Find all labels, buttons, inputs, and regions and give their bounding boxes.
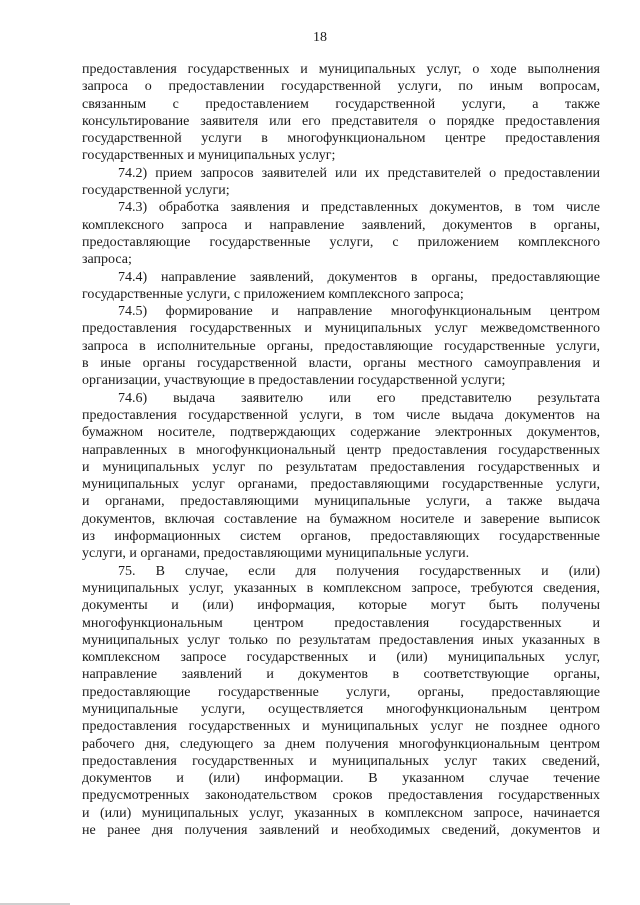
text-line: предоставляющие государственные услуги, органы, предоставляющие	[82, 684, 600, 700]
text-line: 75. В случае, если для получения государственных и (или)	[118, 563, 600, 579]
text-line: услуги, и органами, предоставляющими муниципальные услуги.	[82, 546, 470, 562]
text-line: комплексном запросе государственных и (или) муниципальных услуг,	[82, 650, 600, 666]
text-line: 74.2) прием запросов заявителей или их представителей о предоставлении	[118, 165, 600, 181]
text-line: организации, участвующие в предоставлении государственной услуги;	[82, 373, 506, 389]
text-line: из информационных систем органов, предоставляющих государственные	[82, 529, 600, 545]
text-line: запроса о предоставлении государственной услуги, по иным вопросам,	[82, 79, 600, 95]
text-line: 74.6) выдача заявителю или его представителю результата	[118, 390, 600, 406]
text-line: и (или) муниципальных услуг, указанных в комплексном запросе, начинается	[82, 805, 600, 821]
text-line: и муниципальных услуг по результатам предоставления государственных и	[82, 459, 600, 475]
text-line: документы и (или) информация, которые могут быть получены	[82, 598, 600, 614]
text-line: в иные органы государственной власти, органы местного самоуправления и	[82, 356, 600, 372]
text-line: предоставления государственных и муниципальных услуг межведомственного	[82, 321, 600, 337]
text-line: муниципальных услуг только по результатам предоставления иных указанных в	[82, 632, 600, 648]
text-line: 74.5) формирование и направление многофункциональным центром	[118, 304, 600, 320]
text-line: связанным с предоставлением государственной услуги, а также	[82, 96, 600, 112]
text-line: запроса в исполнительные органы, предоставляющие государственные услуги,	[82, 338, 600, 354]
text-line: 74.3) обработка заявления и представленных документов, в том числе	[118, 200, 600, 216]
text-line: предоставления государственной услуги, в том числе выдача документов на	[82, 407, 600, 423]
text-line: комплексного запроса и направление заявлений, документов в органы,	[82, 217, 600, 233]
text-line: муниципальных услуг органами, предоставляющими государственные услуги,	[82, 477, 600, 493]
text-line: рабочего дня, следующего за днем получения многофункциональным центром	[82, 736, 600, 752]
text-line: бумажном носителе, подтверждающих содержание электронных документов,	[82, 425, 600, 441]
text-line: направление заявлений и документов в соответствующие органы,	[82, 667, 600, 683]
text-line: государственной услуги;	[82, 183, 230, 199]
document-body	[82, 61, 600, 839]
text-line: документов и (или) информации. В указанном случае течение	[82, 771, 600, 787]
text-line: муниципальные услуги, осуществляется многофункциональным центром	[82, 701, 600, 717]
text-line: многофункциональным центром предоставления государственных и	[82, 615, 600, 631]
text-line: государственной услуги в многофункциональном центре предоставления	[82, 131, 600, 147]
text-line: предоставляющие государственные услуги, с приложением комплексного	[82, 234, 600, 250]
page-number: 18	[313, 30, 327, 45]
text-line: консультирование заявителя или его представителя о порядке предоставления	[82, 113, 600, 129]
text-line: предоставления государственных и муниципальных услуг не позднее одного	[82, 719, 600, 735]
text-line: государственных и муниципальных услуг;	[82, 148, 336, 164]
text-line: 74.4) направление заявлений, документов в органы, предоставляющие	[118, 269, 600, 285]
text-line: не ранее дня получения заявлений и необходимых сведений, документов и	[82, 823, 600, 839]
text-line: муниципальных услуг, указанных в комплексном запросе, требуются сведения,	[82, 580, 600, 596]
text-line: направленных в многофункциональный центр предоставления государственных	[82, 442, 600, 458]
text-line: документов, включая составление на бумажном носителе и заверение выписок	[82, 511, 600, 527]
text-line: запроса;	[82, 252, 132, 268]
text-line: и органами, предоставляющими муниципальные услуги, а также выдача	[82, 494, 600, 510]
text-line: предусмотренных законодательством сроков предоставления государственных	[82, 788, 600, 804]
text-line: государственные услуги, с приложением комплексного запроса;	[82, 286, 464, 302]
text-line: предоставления государственных и муниципальных услуг, о ходе выполнения	[82, 62, 600, 77]
text-line: предоставления государственных и муниципальных услуг таких сведений,	[82, 753, 600, 769]
